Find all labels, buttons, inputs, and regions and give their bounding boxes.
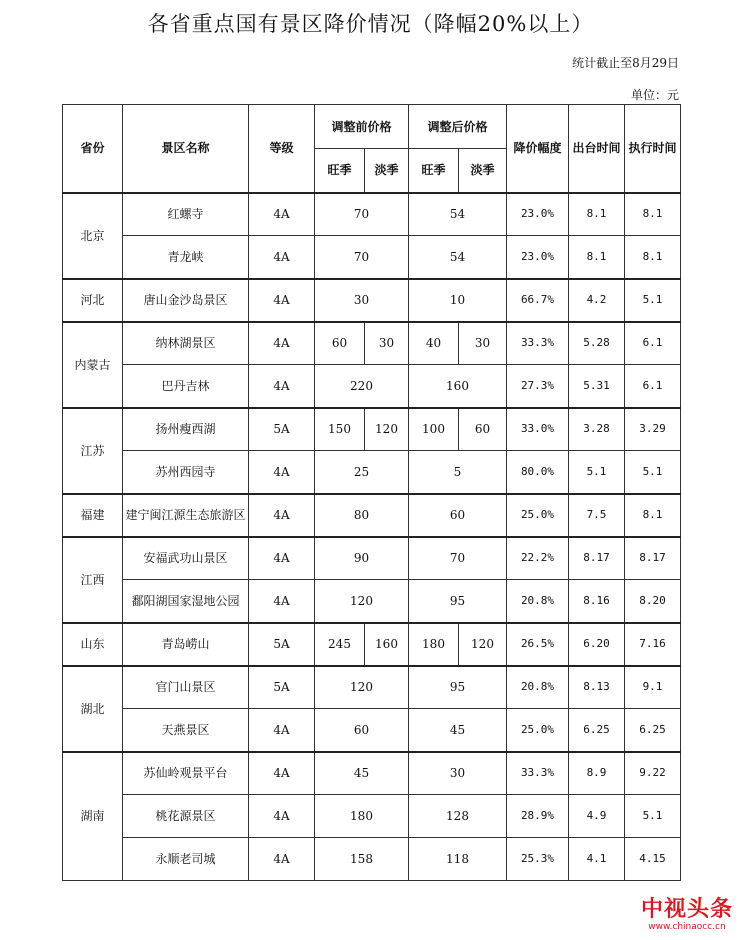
before-off-cell: 120 [365,408,409,451]
effective-date-cell: 8.1 [625,193,681,236]
table-row [63,537,681,580]
before-price-cell: 25 [315,451,409,494]
effective-date-cell: 6.1 [625,322,681,365]
header-before-off: 淡季 [365,149,409,193]
drop-rate-cell: 23.0% [507,236,569,279]
level-cell: 4A [249,795,315,838]
after-price-cell: 70 [409,537,507,580]
issued-date-cell: 7.5 [569,494,625,537]
scenic-name-cell: 天燕景区 [123,709,249,752]
table-row [63,279,681,322]
province-cell: 内蒙古 [63,322,123,408]
before-off-cell: 30 [365,322,409,365]
page-title: 各省重点国有景区降价情况（降幅20%以上） [147,12,594,36]
effective-date-cell: 7.16 [625,623,681,666]
before-price-cell: 80 [315,494,409,537]
drop-rate-cell: 28.9% [507,795,569,838]
after-price-cell: 30 [409,752,507,795]
after-price-cell: 118 [409,838,507,881]
effective-date-cell: 3.29 [625,408,681,451]
after-off-cell: 60 [459,408,507,451]
issued-date-cell: 8.1 [569,236,625,279]
scenic-name-cell: 鄱阳湖国家湿地公园 [123,580,249,623]
watermark-logo [641,898,733,932]
scenic-name-cell: 唐山金沙岛景区 [123,279,249,322]
province-cell: 山东 [63,623,123,666]
issued-date-cell: 3.28 [569,408,625,451]
issued-date-cell: 4.2 [569,279,625,322]
table-row [63,322,681,365]
after-peak-cell: 180 [409,623,459,666]
scenic-name-cell: 纳林湖景区 [123,322,249,365]
table-row [63,623,681,666]
level-cell: 4A [249,494,315,537]
drop-rate-cell: 66.7% [507,279,569,322]
header-name: 景区名称 [123,105,249,193]
drop-rate-cell: 80.0% [507,451,569,494]
before-price-cell: 70 [315,193,409,236]
after-peak-cell: 40 [409,322,459,365]
level-cell: 4A [249,580,315,623]
header-drop: 降价幅度 [507,105,569,193]
drop-rate-cell: 20.8% [507,580,569,623]
scenic-name-cell: 建宁闽江源生态旅游区 [123,494,249,537]
effective-date-cell: 4.15 [625,838,681,881]
effective-date-cell: 8.17 [625,537,681,580]
issued-date-cell: 8.13 [569,666,625,709]
header-before: 调整前价格 [315,105,409,149]
table-row [63,838,681,881]
province-cell: 河北 [63,279,123,322]
effective-date-cell: 8.1 [625,494,681,537]
before-price-cell: 70 [315,236,409,279]
header-after-off: 淡季 [459,149,507,193]
watermark-url: www.chinaocc.cn [648,922,726,932]
level-cell: 4A [249,451,315,494]
after-price-cell: 160 [409,365,507,408]
table-row [63,236,681,279]
issued-date-cell: 8.16 [569,580,625,623]
header-issued: 出台时间 [569,105,625,193]
issued-date-cell: 8.1 [569,193,625,236]
before-peak-cell: 245 [315,623,365,666]
stat-date: 统计截止至8月29日 [572,56,679,70]
before-peak-cell: 60 [315,322,365,365]
scenic-name-cell: 扬州瘦西湖 [123,408,249,451]
scenic-name-cell: 青岛崂山 [123,623,249,666]
scenic-name-cell: 苏州西园寺 [123,451,249,494]
before-price-cell: 60 [315,709,409,752]
before-price-cell: 120 [315,666,409,709]
scenic-name-cell: 安福武功山景区 [123,537,249,580]
table-row [63,408,681,451]
after-price-cell: 95 [409,666,507,709]
after-price-cell: 60 [409,494,507,537]
effective-date-cell: 8.1 [625,236,681,279]
table-row [63,709,681,752]
scenic-name-cell: 青龙峡 [123,236,249,279]
scenic-name-cell: 红螺寺 [123,193,249,236]
before-price-cell: 45 [315,752,409,795]
scenic-name-cell: 永顺老司城 [123,838,249,881]
drop-rate-cell: 23.0% [507,193,569,236]
level-cell: 4A [249,752,315,795]
table-row [63,580,681,623]
scenic-name-cell: 苏仙岭观景平台 [123,752,249,795]
level-cell: 4A [249,236,315,279]
scenic-name-cell: 桃花源景区 [123,795,249,838]
after-price-cell: 54 [409,236,507,279]
table-row [63,666,681,709]
table-body [63,193,681,881]
after-price-cell: 10 [409,279,507,322]
after-price-cell: 128 [409,795,507,838]
province-cell: 江西 [63,537,123,623]
header-province: 省份 [63,105,123,193]
level-cell: 4A [249,709,315,752]
level-cell: 4A [249,365,315,408]
before-price-cell: 158 [315,838,409,881]
effective-date-cell: 5.1 [625,451,681,494]
drop-rate-cell: 33.3% [507,752,569,795]
after-price-cell: 54 [409,193,507,236]
table-row [63,494,681,537]
level-cell: 5A [249,408,315,451]
scenic-name-cell: 官门山景区 [123,666,249,709]
level-cell: 5A [249,666,315,709]
drop-rate-cell: 25.3% [507,838,569,881]
drop-rate-cell: 26.5% [507,623,569,666]
effective-date-cell: 5.1 [625,279,681,322]
header-after-peak: 旺季 [409,149,459,193]
before-price-cell: 120 [315,580,409,623]
before-peak-cell: 150 [315,408,365,451]
level-cell: 4A [249,322,315,365]
price-table [62,104,681,881]
scenic-name-cell: 巴丹吉林 [123,365,249,408]
effective-date-cell: 9.1 [625,666,681,709]
before-price-cell: 180 [315,795,409,838]
before-off-cell: 160 [365,623,409,666]
after-off-cell: 120 [459,623,507,666]
table-row [63,365,681,408]
drop-rate-cell: 25.0% [507,494,569,537]
level-cell: 4A [249,838,315,881]
unit-label: 单位：元 [630,88,679,102]
effective-date-cell: 9.22 [625,752,681,795]
after-price-cell: 95 [409,580,507,623]
level-cell: 4A [249,537,315,580]
before-price-cell: 220 [315,365,409,408]
before-price-cell: 90 [315,537,409,580]
drop-rate-cell: 33.0% [507,408,569,451]
after-off-cell: 30 [459,322,507,365]
level-cell: 4A [249,279,315,322]
effective-date-cell: 5.1 [625,795,681,838]
after-price-cell: 45 [409,709,507,752]
table-row [63,451,681,494]
issued-date-cell: 4.1 [569,838,625,881]
effective-date-cell: 6.25 [625,709,681,752]
drop-rate-cell: 33.3% [507,322,569,365]
issued-date-cell: 4.9 [569,795,625,838]
after-price-cell: 5 [409,451,507,494]
province-cell: 北京 [63,193,123,279]
effective-date-cell: 6.1 [625,365,681,408]
issued-date-cell: 5.31 [569,365,625,408]
table-row [63,795,681,838]
after-peak-cell: 100 [409,408,459,451]
issued-date-cell: 5.1 [569,451,625,494]
table-row [63,193,681,236]
drop-rate-cell: 27.3% [507,365,569,408]
level-cell: 5A [249,623,315,666]
province-cell: 湖南 [63,752,123,881]
header-effective: 执行时间 [625,105,681,193]
drop-rate-cell: 22.2% [507,537,569,580]
issued-date-cell: 6.20 [569,623,625,666]
issued-date-cell: 8.17 [569,537,625,580]
drop-rate-cell: 20.8% [507,666,569,709]
drop-rate-cell: 25.0% [507,709,569,752]
province-cell: 福建 [63,494,123,537]
issued-date-cell: 8.9 [569,752,625,795]
table-row [63,752,681,795]
issued-date-cell: 5.28 [569,322,625,365]
issued-date-cell: 6.25 [569,709,625,752]
level-cell: 4A [249,193,315,236]
province-cell: 湖北 [63,666,123,752]
effective-date-cell: 8.20 [625,580,681,623]
header-after: 调整后价格 [409,105,507,149]
province-cell: 江苏 [63,408,123,494]
header-before-peak: 旺季 [315,149,365,193]
header-level: 等级 [249,105,315,193]
watermark-brand: 中视头条 [640,897,733,922]
before-price-cell: 30 [315,279,409,322]
